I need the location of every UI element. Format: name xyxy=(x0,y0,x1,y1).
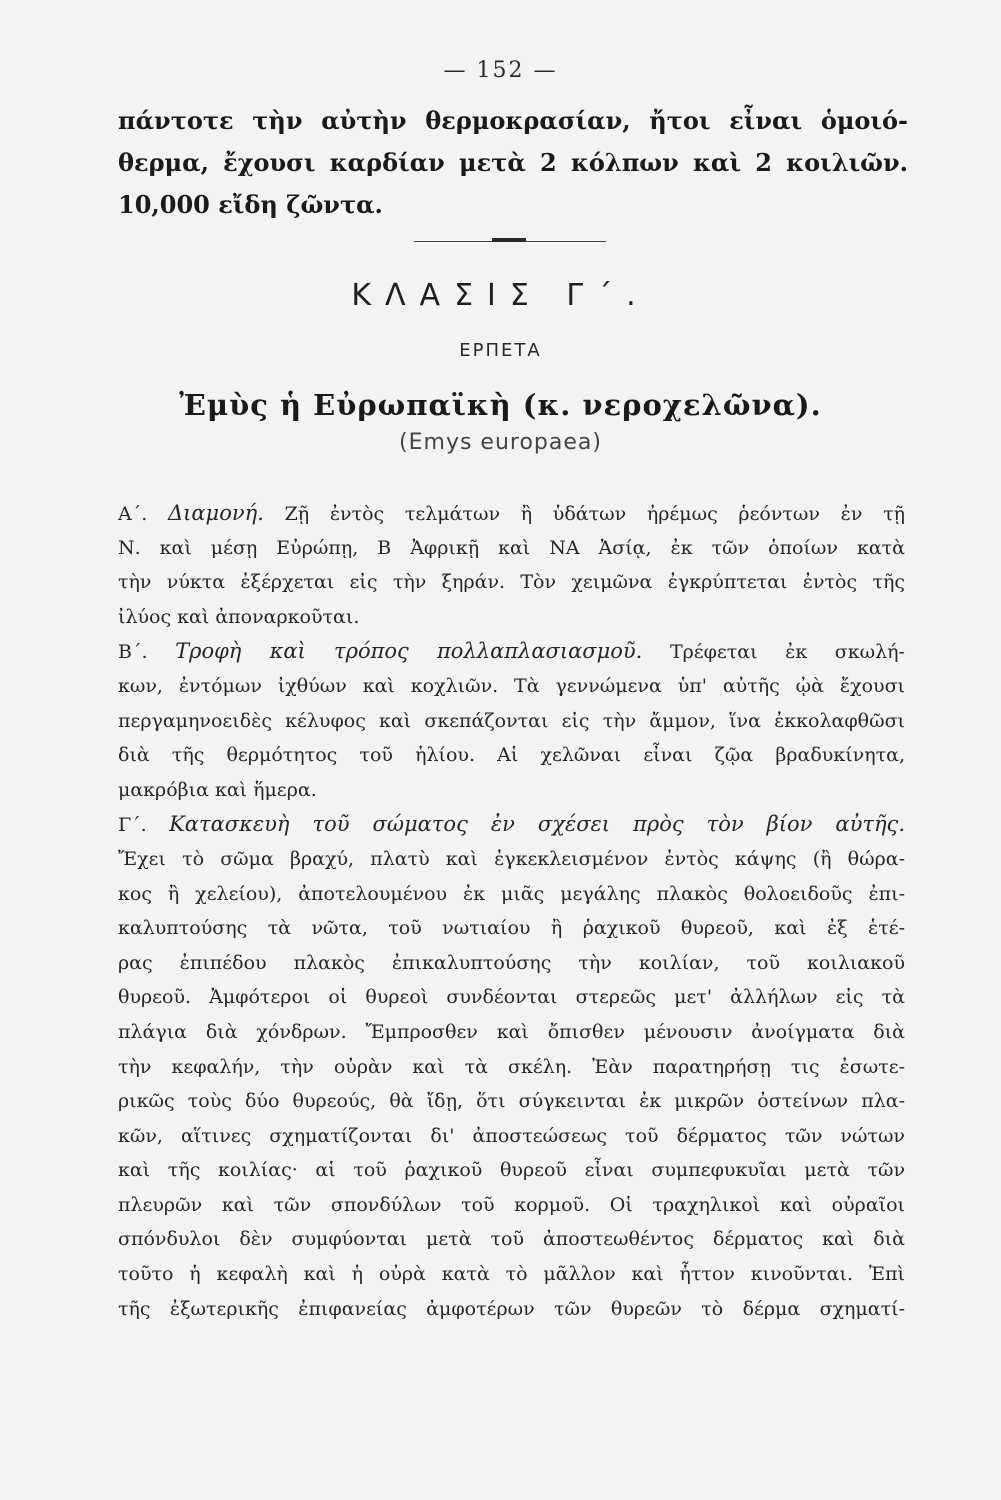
body-text xyxy=(118,496,905,1326)
text-line: Ν. καὶ μέσῃ Εὐρώπῃ, Β Ἀφρικῇ καὶ ΝΑ Ἀσίᾳ, ἐκ τῶν ὁποίων κατὰ xyxy=(118,536,905,559)
text-line: καλυπτούσης τὰ νῶτα, τοῦ νωτιαίου ἢ ῥαχικοῦ θυρεοῦ, καὶ ἐξ ἑτέ- xyxy=(118,917,905,940)
text-line: Ἔχει τὸ σῶμα βραχύ, πλατὺ καὶ ἐγκεκλεισμένον ἐντὸς κάψης (ἢ θώρα- xyxy=(118,847,905,870)
section-marker: Γ΄. xyxy=(118,814,147,837)
section-heading: Κατασκευὴ τοῦ σώματος ἐν σχέσει πρὸς τὸν βίον αὐτῆς. xyxy=(169,812,905,837)
section-text: Τρέφεται ἐκ σκωλή- xyxy=(669,641,905,664)
text-line: ρικῶς τοὺς δύο θυρεούς, θὰ ἴδῃ, ὅτι σύγκεινται ἐκ μικρῶν ὀστείνων πλα- xyxy=(118,1090,905,1113)
intro-line: 10,000 εἴδη ζῶντα. xyxy=(118,190,383,219)
text-line: κῶν, αἵτινες σχηματίζονται δι' ἀποστεώσεως τοῦ δέρματος τῶν νώτων xyxy=(118,1124,905,1147)
section-heading: Διαμονή. xyxy=(167,501,264,525)
latin-name: (Emys europaea) xyxy=(399,430,602,455)
text-line: μακρόβια καὶ ἥμερα. xyxy=(118,778,317,801)
section-a-first-line xyxy=(118,496,905,531)
text-line: τοῦτο ἡ κεφαλὴ καὶ ἡ οὐρὰ κατὰ τὸ μᾶλλον καὶ ἧττον κινοῦνται. Ἐπὶ xyxy=(118,1263,905,1286)
section-heading: Τροφὴ καὶ τρόπος πολλαπλασιασμοῦ. xyxy=(175,639,643,664)
text-line: ρας ἐπιπέδου πλακὸς ἐπικαλυπτούσης τὴν κοιλίαν, τοῦ κοιλιακοῦ xyxy=(118,951,905,974)
class-subtitle: ΕΡΠΕΤΑ xyxy=(459,340,542,361)
text-line: περγαμηνοειδὲς κέλυφος καὶ σκεπάζονται εἰς τὴν ἄμμον, ἵνα ἐκκολαφθῶσι xyxy=(118,709,905,732)
text-line: κος ἢ χελείου), ἀποτελουμένου ἐκ μιᾶς μεγάλης πλακὸς θολοειδοῦς ἐπι- xyxy=(118,882,905,905)
section-b-first-line xyxy=(118,634,905,669)
intro-line: θερμα, ἔχουσι καρδίαν μετὰ 2 κόλπων καὶ 2 κοιλιῶν. xyxy=(118,148,908,177)
text-line: θυρεοῦ. Ἀμφότεροι οἱ θυρεοὶ συνδέονται στερεῶς μετ' ἀλλήλων εἰς τὰ xyxy=(118,986,905,1009)
page-number: — 152 — xyxy=(443,58,558,83)
class-title: ΚΛΑΣΙΣ Γ΄. xyxy=(351,278,650,313)
intro-line: πάντοτε τὴν αὐτὴν θερμοκρασίαν, ἤτοι εἶναι ὁμοιό- xyxy=(118,106,908,135)
text-line: κων, ἐντόμων ἰχθύων καὶ κοχλιῶν. Τὰ γεννώμενα ὑπ' αὐτῆς ᾠὰ ἔχουσι xyxy=(118,674,905,697)
text-line: ἰλύος καὶ ἀποναρκοῦται. xyxy=(118,605,360,628)
divider-ornament xyxy=(492,238,526,242)
text-line: καὶ τῆς κοιλίας· αἱ τοῦ ῥαχικοῦ θυρεοῦ εἶναι συμπεφυκυῖαι μετὰ τῶν xyxy=(118,1159,905,1182)
section-c-first-line xyxy=(118,807,905,842)
text-line: τὴν κεφαλήν, τὴν οὐρὰν καὶ τὰ σκέλη. Ἐὰν παρατηρήσῃ τις ἐσωτε- xyxy=(118,1055,905,1078)
section-marker: Α΄. xyxy=(118,503,148,525)
text-line: σπόνδυλοι δὲν συμφύονται μετὰ τοῦ ἀποστεωθέντος δέρματος καὶ διὰ xyxy=(118,1228,905,1251)
text-line: τὴν νύκτα ἐξέρχεται εἰς τὴν ξηράν. Τὸν χειμῶνα ἐγκρύπτεται ἐντὸς τῆς xyxy=(118,571,905,594)
section-marker: Β΄. xyxy=(118,641,148,664)
section-text: Ζῇ ἐντὸς τελμάτων ἢ ὑδάτων ἠρέμως ῥεόντων ἐν τῇ xyxy=(284,503,905,525)
intro-paragraph xyxy=(118,100,908,226)
text-line: πλευρῶν καὶ τῶν σπονδύλων τοῦ κορμοῦ. Οἱ τραχηλικοὶ καὶ οὐραῖοι xyxy=(118,1193,905,1216)
text-line: πλάγια διὰ χόνδρων. Ἔμπροσθεν καὶ ὄπισθεν μένουσιν ἀνοίγματα διὰ xyxy=(118,1020,905,1043)
text-line: διὰ τῆς θερμότητος τοῦ ἡλίου. Αἱ χελῶναι εἶναι ζῷα βραδυκίνητα, xyxy=(118,744,905,767)
text-line: τῆς ἐξωτερικῆς ἐπιφανείας ἀμφοτέρων τῶν θυρεῶν τὸ δέρμα σχηματί- xyxy=(118,1297,905,1320)
species-name: Ἐμὺς ἡ Εὐρωπαϊκὴ (κ. νεροχελῶνα). xyxy=(179,388,822,422)
